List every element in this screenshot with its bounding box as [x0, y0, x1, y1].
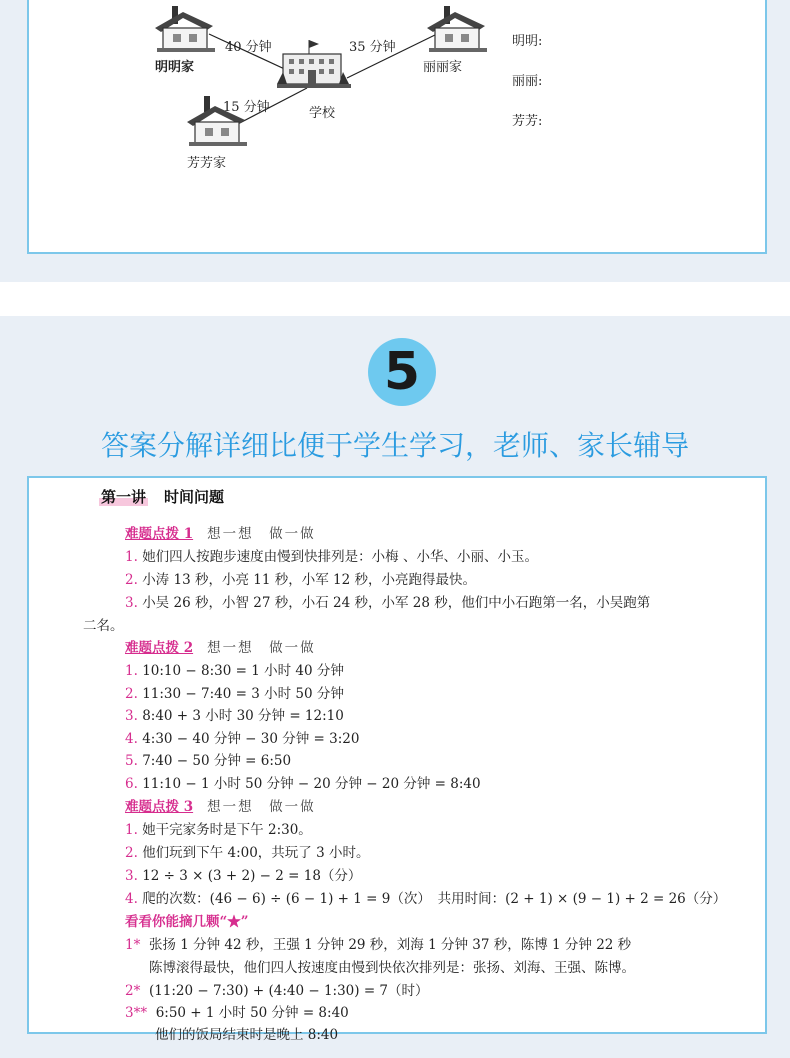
answer-line: 2. 他们玩到下午 4:00，共玩了 3 小时。 [125, 845, 370, 861]
school-icon [277, 40, 351, 88]
section-heading: 看看你能摘几颗“★” [125, 914, 249, 930]
answer-line: 2. 小涛 13 秒，小亮 11 秒，小军 12 秒，小亮跑得最快。 [125, 572, 476, 588]
distance-mingming: 40 分钟 [225, 40, 272, 55]
lecture-subtitle: 时间问题 [164, 488, 225, 506]
answer-line: 6. 11:10 − 1 小时 50 分钟 − 20 分钟 − 20 分钟 = 8:40 [125, 776, 481, 792]
section-heading: 难题点拨 3 想一想 做一做 [125, 799, 316, 815]
answer-document [27, 476, 767, 1043]
distance-fangfang: 15 分钟 [223, 100, 270, 115]
lecture-title [99, 486, 224, 507]
house-icon [155, 6, 215, 52]
answer-line: 4. 4:30 − 40 分钟 − 30 分钟 = 3:20 [125, 731, 360, 747]
answer-line: 2* (11:20 − 7:30) + (4:40 − 1:30) = 7（时） [125, 983, 429, 999]
answer-label-fangfang: 芳芳: [512, 114, 543, 129]
school-label: 学校 [309, 106, 336, 121]
answer-label-lili: 丽丽: [512, 74, 543, 89]
lili-home-label: 丽丽家 [423, 60, 463, 75]
answer-line: 2. 11:30 − 7:40 = 3 小时 50 分钟 [125, 686, 344, 702]
answer-line: 3. 12 ÷ 3 × (3 + 2) − 2 = 18（分） [125, 868, 362, 884]
lecture-number: 第一讲 [101, 488, 147, 506]
fangfang-home-label: 芳芳家 [187, 156, 227, 171]
answer-line: 4. 爬的次数：(46 − 6) ÷ (6 − 1) + 1 = 9（次） 共用时间：(2 + 1) × (9 − 1) + 2 = 26（分） [125, 891, 727, 907]
answer-line: 1. 10:10 − 8:30 = 1 小时 40 分钟 [125, 663, 344, 679]
map-diagram [29, 0, 765, 252]
answer-line: 陈博滚得最快，他们四人按速度由慢到快依次排列是：张扬、刘海、王强、陈博。 [149, 960, 635, 976]
distance-lili: 35 分钟 [349, 40, 396, 55]
map-question-box [27, 0, 767, 254]
answer-line: 1. 她们四人按跑步速度由慢到快排列是：小梅 、小华、小丽、小玉。 [125, 549, 538, 565]
section-heading: 难题点拨 1 想一想 做一做 [125, 526, 316, 542]
answer-line: 3. 小吴 26 秒，小智 27 秒，小石 24 秒，小军 28 秒，他们中小石跑第一名，小吴跑第 [125, 595, 651, 611]
section-heading: 难题点拨 2 想一想 做一做 [125, 640, 316, 656]
answer-label-mingming: 明明: [512, 34, 543, 49]
answer-line: 3** 6:50 + 1 小时 50 分钟 = 8:40 [125, 1005, 349, 1021]
feature-number-badge: 5 [368, 338, 436, 406]
answer-line: 1* 张扬 1 分钟 42 秒，王强 1 分钟 29 秒，刘海 1 分钟 37 秒，陈博 1 分钟 22 秒 [125, 937, 632, 953]
answer-line: 3. 8:40 + 3 小时 30 分钟 = 12:10 [125, 708, 344, 724]
answer-line: 他们的饭局结束时是晚上 8:40 [155, 1027, 339, 1043]
house-icon [427, 6, 487, 52]
mingming-home-label: 明明家 [155, 60, 195, 75]
feature-headline: 答案分解详细比便于学生学习，老师、家长辅导 [100, 429, 689, 462]
answer-line: 5. 7:40 − 50 分钟 = 6:50 [125, 753, 292, 769]
answer-line: 1. 她干完家务时是下午 2:30。 [125, 822, 312, 838]
answer-line: 二名。 [83, 618, 124, 634]
